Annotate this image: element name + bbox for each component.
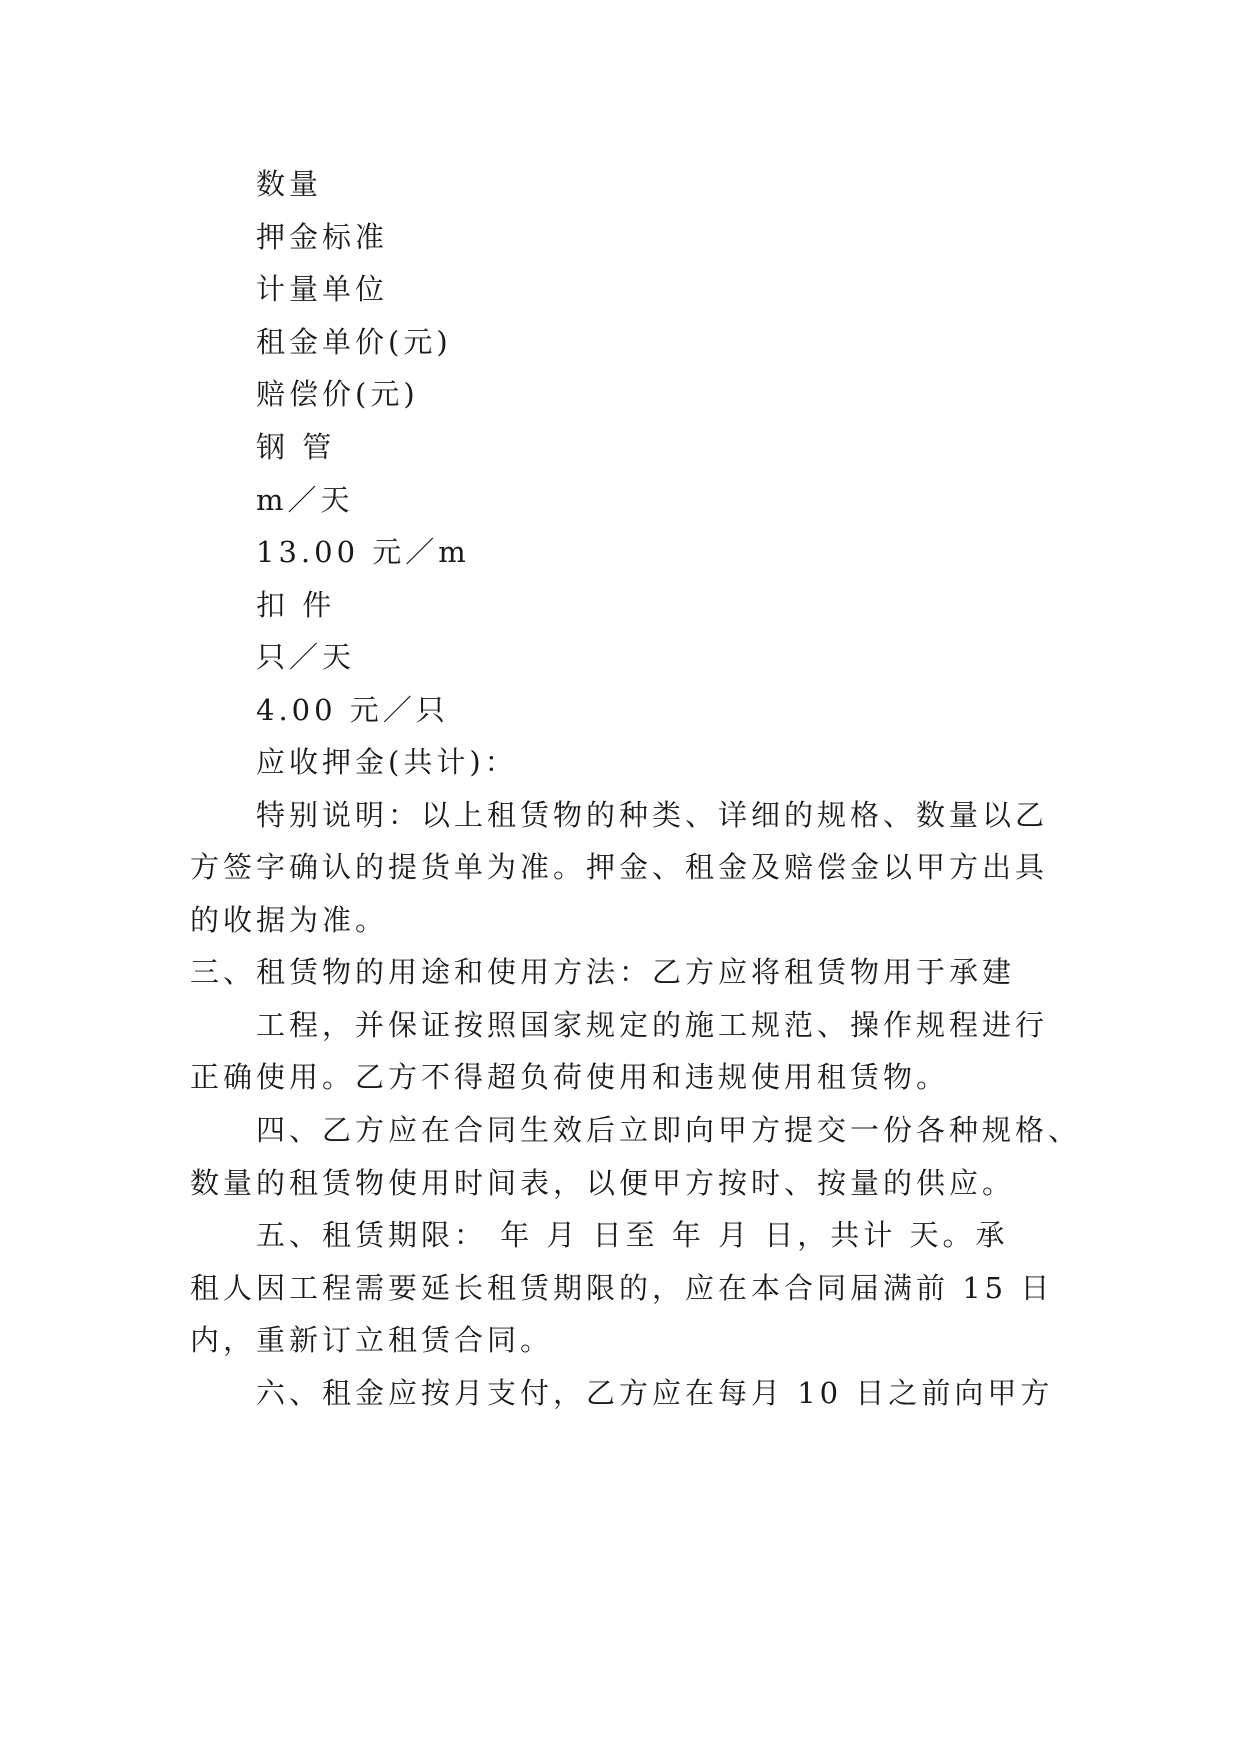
item-line: 数量 [256,167,323,201]
special-note-line: 的收据为准。 [190,903,389,937]
item-line: 押金标准 [256,220,389,254]
item-line: 只／天 [256,640,356,674]
item-line: 13.00 元／m [256,535,470,569]
section3-line: 三、租赁物的用途和使用方法：乙方应将租赁物用于承建 [190,955,1016,989]
section4-line: 数量的租赁物使用时间表，以便甲方按时、按量的供应。 [190,1166,1016,1200]
item-line: 扣 件 [256,588,336,622]
section4-line: 四、乙方应在合同生效后立即向甲方提交一份各种规格、 [256,1113,1082,1147]
section5-line: 租人因工程需要延长租赁期限的，应在本合同届满前 15 日 [190,1271,1054,1305]
section6-line: 六、租金应按月支付，乙方应在每月 10 日之前向甲方 [256,1376,1054,1410]
section3-line: 工程，并保证按照国家规定的施工规范、操作规程进行 [256,1008,1049,1042]
item-line: 钢 管 [256,430,336,464]
item-line: 4.00 元／只 [256,693,449,727]
special-note-line: 特别说明：以上租赁物的种类、详细的规格、数量以乙 [256,798,1049,832]
item-line: 应收押金(共计)： [256,745,518,779]
item-line: 租金单价(元) [256,325,452,359]
item-line: 计量单位 [256,272,389,306]
special-note-line: 方签字确认的提货单为准。押金、租金及赔偿金以甲方出具 [190,850,1049,884]
section5-line: 五、租赁期限： 年 月 日至 年 月 日，共计 天。承 [256,1218,1009,1252]
section3-line: 正确使用。乙方不得超负荷使用和违规使用租赁物。 [190,1060,950,1094]
section5-line: 内，重新订立租赁合同。 [190,1323,554,1357]
item-line: 赔偿价(元) [256,377,419,411]
item-line: m／天 [256,483,354,517]
